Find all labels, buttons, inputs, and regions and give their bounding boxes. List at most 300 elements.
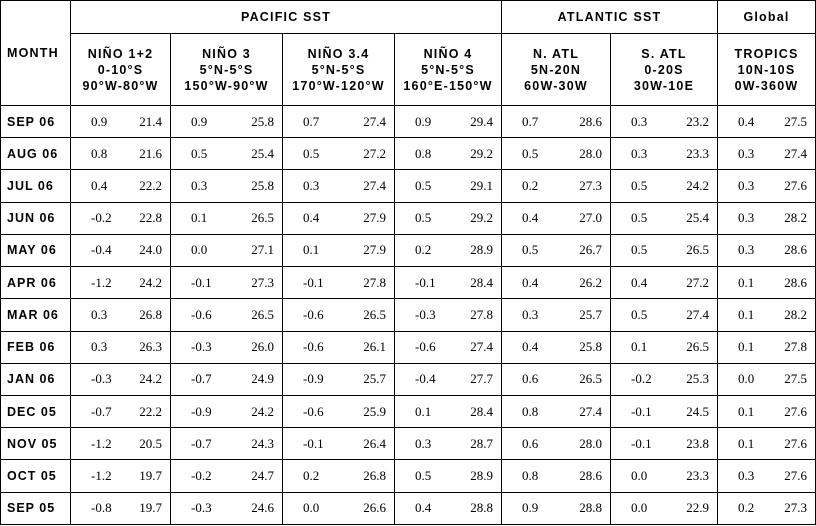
anomaly-value: 0.1 <box>415 403 432 419</box>
anomaly-value: -0.1 <box>631 403 652 419</box>
anomaly-value: 0.1 <box>738 306 755 322</box>
value-cell <box>283 106 395 138</box>
temperature-value: 26.8 <box>363 468 386 484</box>
anomaly-value: 0.4 <box>631 274 648 290</box>
anomaly-value: -0.3 <box>191 339 212 355</box>
value-cell <box>718 138 816 170</box>
anomaly-value: -0.3 <box>415 306 436 322</box>
anomaly-value: 0.8 <box>91 145 108 161</box>
value-cell <box>171 363 283 395</box>
temperature-value: 26.5 <box>363 306 386 322</box>
temperature-value: 28.2 <box>784 210 807 226</box>
anomaly-value: 0.0 <box>631 500 648 516</box>
value-cell <box>502 299 611 331</box>
temperature-value: 28.4 <box>470 403 493 419</box>
value-cell <box>171 460 283 492</box>
anomaly-value: -0.6 <box>303 403 324 419</box>
temperature-value: 23.8 <box>686 435 709 451</box>
anomaly-value: 0.3 <box>303 178 320 194</box>
region-name: NIÑO 3 <box>202 46 251 61</box>
temperature-value: 27.5 <box>784 371 807 387</box>
value-cell <box>395 363 502 395</box>
anomaly-value: -0.2 <box>91 210 112 226</box>
temperature-value: 29.2 <box>470 210 493 226</box>
table-row <box>1 267 816 299</box>
value-cell <box>71 395 171 427</box>
temperature-value: 27.4 <box>579 403 602 419</box>
temperature-value: 27.6 <box>784 435 807 451</box>
value-cell <box>283 267 395 299</box>
temperature-value: 21.4 <box>139 113 162 129</box>
temperature-value: 22.9 <box>686 500 709 516</box>
table-row <box>1 363 816 395</box>
temperature-value: 25.9 <box>363 403 386 419</box>
anomaly-value: -0.2 <box>631 371 652 387</box>
temperature-value: 25.3 <box>686 371 709 387</box>
table-row <box>1 202 816 234</box>
temperature-value: 27.9 <box>363 210 386 226</box>
region-lat: 5°N-5°S <box>199 62 254 77</box>
anomaly-value: 0.4 <box>738 113 755 129</box>
value-cell <box>611 331 718 363</box>
temperature-value: 28.8 <box>470 500 493 516</box>
group-header-pacific: PACIFIC SST <box>71 1 502 34</box>
table-row <box>1 331 816 363</box>
temperature-value: 23.2 <box>686 113 709 129</box>
temperature-value: 25.7 <box>579 306 602 322</box>
value-cell <box>395 428 502 460</box>
temperature-value: 26.5 <box>251 306 274 322</box>
anomaly-value: -0.6 <box>303 339 324 355</box>
anomaly-value: 0.1 <box>738 403 755 419</box>
value-cell <box>71 299 171 331</box>
value-cell <box>283 460 395 492</box>
month-cell: JAN 06 <box>1 363 71 395</box>
temperature-value: 27.3 <box>784 500 807 516</box>
value-cell <box>71 138 171 170</box>
anomaly-value: -0.9 <box>303 371 324 387</box>
region-name: NIÑO 3.4 <box>307 46 370 61</box>
anomaly-value: 0.5 <box>415 210 432 226</box>
value-cell <box>611 106 718 138</box>
value-cell <box>502 492 611 524</box>
value-cell <box>502 363 611 395</box>
value-cell <box>171 202 283 234</box>
value-cell <box>395 492 502 524</box>
group-header-global: Global <box>718 1 816 34</box>
value-cell <box>171 234 283 266</box>
anomaly-value: 0.3 <box>631 145 648 161</box>
anomaly-value: 0.7 <box>303 113 320 129</box>
temperature-value: 27.2 <box>686 274 709 290</box>
value-cell <box>283 138 395 170</box>
value-cell <box>283 331 395 363</box>
anomaly-value: 0.8 <box>522 403 539 419</box>
temperature-value: 28.6 <box>579 113 602 129</box>
month-cell: MAR 06 <box>1 299 71 331</box>
month-cell: NOV 05 <box>1 428 71 460</box>
value-cell <box>71 170 171 202</box>
anomaly-value: 0.3 <box>91 306 108 322</box>
anomaly-value: 0.5 <box>191 145 208 161</box>
region-name: TROPICS <box>734 46 799 61</box>
temperature-value: 24.2 <box>139 371 162 387</box>
anomaly-value: -0.2 <box>191 468 212 484</box>
anomaly-value: -0.1 <box>631 435 652 451</box>
temperature-value: 27.4 <box>686 306 709 322</box>
month-cell: OCT 05 <box>1 460 71 492</box>
value-cell <box>718 460 816 492</box>
table-row <box>1 299 816 331</box>
temperature-value: 26.5 <box>686 242 709 258</box>
temperature-value: 27.1 <box>251 242 274 258</box>
value-cell <box>71 202 171 234</box>
anomaly-value: -0.6 <box>415 339 436 355</box>
anomaly-value: 0.3 <box>91 339 108 355</box>
temperature-value: 24.2 <box>251 403 274 419</box>
anomaly-value: 0.4 <box>303 210 320 226</box>
value-cell <box>718 428 816 460</box>
temperature-value: 27.5 <box>784 113 807 129</box>
anomaly-value: 0.6 <box>522 435 539 451</box>
temperature-value: 29.4 <box>470 113 493 129</box>
group-header-atlantic: ATLANTIC SST <box>502 1 718 34</box>
temperature-value: 25.4 <box>251 145 274 161</box>
anomaly-value: 0.4 <box>522 274 539 290</box>
anomaly-value: 0.1 <box>303 242 320 258</box>
value-cell <box>283 234 395 266</box>
anomaly-value: 0.9 <box>522 500 539 516</box>
value-cell <box>71 106 171 138</box>
temperature-value: 26.5 <box>686 339 709 355</box>
temperature-value: 23.3 <box>686 468 709 484</box>
anomaly-value: 0.0 <box>191 242 208 258</box>
month-cell: JUL 06 <box>1 170 71 202</box>
value-cell <box>611 299 718 331</box>
anomaly-value: -0.1 <box>191 274 212 290</box>
temperature-value: 26.7 <box>579 242 602 258</box>
temperature-value: 25.4 <box>686 210 709 226</box>
temperature-value: 28.0 <box>579 145 602 161</box>
value-cell <box>502 202 611 234</box>
anomaly-value: 0.0 <box>631 468 648 484</box>
month-cell: JUN 06 <box>1 202 71 234</box>
value-cell <box>502 106 611 138</box>
anomaly-value: 0.5 <box>415 468 432 484</box>
value-cell <box>283 299 395 331</box>
value-cell <box>395 395 502 427</box>
anomaly-value: 0.5 <box>631 242 648 258</box>
value-cell <box>502 428 611 460</box>
region-lon: 60W-30W <box>524 78 588 93</box>
temperature-value: 27.3 <box>251 274 274 290</box>
value-cell <box>395 331 502 363</box>
group-header-row <box>1 1 816 34</box>
temperature-value: 27.8 <box>363 274 386 290</box>
anomaly-value: 0.5 <box>522 145 539 161</box>
temperature-value: 26.8 <box>139 306 162 322</box>
temperature-value: 24.0 <box>139 242 162 258</box>
value-cell <box>611 428 718 460</box>
temperature-value: 27.3 <box>579 178 602 194</box>
region-header <box>611 34 718 106</box>
value-cell <box>395 138 502 170</box>
temperature-value: 24.7 <box>251 468 274 484</box>
anomaly-value: 0.3 <box>738 242 755 258</box>
anomaly-value: 0.3 <box>738 145 755 161</box>
region-header <box>718 34 816 106</box>
anomaly-value: 0.5 <box>631 178 648 194</box>
value-cell <box>171 299 283 331</box>
anomaly-value: 0.8 <box>415 145 432 161</box>
table-row <box>1 428 816 460</box>
temperature-value: 27.6 <box>784 178 807 194</box>
value-cell <box>718 395 816 427</box>
value-cell <box>171 138 283 170</box>
value-cell <box>502 267 611 299</box>
value-cell <box>395 460 502 492</box>
value-cell <box>611 234 718 266</box>
anomaly-value: 0.5 <box>522 242 539 258</box>
temperature-value: 26.2 <box>579 274 602 290</box>
value-cell <box>395 170 502 202</box>
temperature-value: 27.4 <box>363 113 386 129</box>
temperature-value: 27.4 <box>363 178 386 194</box>
anomaly-value: 0.5 <box>631 210 648 226</box>
anomaly-value: 0.5 <box>415 178 432 194</box>
anomaly-value: -1.2 <box>91 274 112 290</box>
temperature-value: 26.1 <box>363 339 386 355</box>
temperature-value: 26.4 <box>363 435 386 451</box>
region-lon: 0W-360W <box>734 78 799 93</box>
table-row <box>1 460 816 492</box>
anomaly-value: 0.2 <box>522 178 539 194</box>
anomaly-value: -0.8 <box>91 500 112 516</box>
value-cell <box>171 267 283 299</box>
table-row <box>1 234 816 266</box>
anomaly-value: 0.6 <box>522 371 539 387</box>
temperature-value: 27.7 <box>470 371 493 387</box>
anomaly-value: -1.2 <box>91 435 112 451</box>
month-cell: SEP 05 <box>1 492 71 524</box>
value-cell <box>611 460 718 492</box>
region-name: S. ATL <box>641 46 687 61</box>
value-cell <box>395 299 502 331</box>
anomaly-value: 0.5 <box>631 306 648 322</box>
region-lat: 5N-20N <box>530 62 582 77</box>
anomaly-value: 0.3 <box>415 435 432 451</box>
region-lat: 0-10°S <box>97 62 144 77</box>
value-cell <box>71 267 171 299</box>
temperature-value: 28.9 <box>470 242 493 258</box>
anomaly-value: 0.9 <box>191 113 208 129</box>
temperature-value: 28.9 <box>470 468 493 484</box>
anomaly-value: 0.7 <box>522 113 539 129</box>
table-row <box>1 138 816 170</box>
value-cell <box>171 428 283 460</box>
temperature-value: 27.0 <box>579 210 602 226</box>
anomaly-value: -0.7 <box>191 371 212 387</box>
region-header <box>171 34 283 106</box>
anomaly-value: 0.2 <box>415 242 432 258</box>
value-cell <box>283 202 395 234</box>
temperature-value: 28.6 <box>579 468 602 484</box>
temperature-value: 25.7 <box>363 371 386 387</box>
region-header <box>71 34 171 106</box>
month-cell: AUG 06 <box>1 138 71 170</box>
temperature-value: 25.8 <box>251 113 274 129</box>
anomaly-value: 0.4 <box>415 500 432 516</box>
month-column-header: MONTH <box>1 1 71 106</box>
table-row <box>1 395 816 427</box>
table-body <box>1 106 816 525</box>
anomaly-value: -0.1 <box>303 274 324 290</box>
region-header-row <box>1 34 816 106</box>
anomaly-value: 0.3 <box>191 178 208 194</box>
table-row <box>1 106 816 138</box>
anomaly-value: 0.5 <box>303 145 320 161</box>
value-cell <box>611 492 718 524</box>
value-cell <box>171 492 283 524</box>
temperature-value: 22.2 <box>139 403 162 419</box>
value-cell <box>171 331 283 363</box>
anomaly-value: 0.3 <box>631 113 648 129</box>
value-cell <box>718 492 816 524</box>
value-cell <box>718 202 816 234</box>
month-cell: APR 06 <box>1 267 71 299</box>
temperature-value: 24.6 <box>251 500 274 516</box>
table-row <box>1 492 816 524</box>
temperature-value: 21.6 <box>139 145 162 161</box>
value-cell <box>395 202 502 234</box>
month-cell: MAY 06 <box>1 234 71 266</box>
month-cell: FEB 06 <box>1 331 71 363</box>
temperature-value: 28.6 <box>784 242 807 258</box>
anomaly-value: -1.2 <box>91 468 112 484</box>
region-lon: 90°W-80°W <box>82 78 159 93</box>
value-cell <box>71 460 171 492</box>
temperature-value: 27.2 <box>363 145 386 161</box>
value-cell <box>283 363 395 395</box>
value-cell <box>502 234 611 266</box>
region-lon: 150°W-90°W <box>184 78 269 93</box>
value-cell <box>283 170 395 202</box>
temperature-value: 24.9 <box>251 371 274 387</box>
anomaly-value: -0.3 <box>91 371 112 387</box>
value-cell <box>718 267 816 299</box>
region-lat: 5°N-5°S <box>421 62 475 77</box>
anomaly-value: 0.1 <box>738 339 755 355</box>
value-cell <box>283 395 395 427</box>
temperature-value: 27.8 <box>470 306 493 322</box>
temperature-value: 24.2 <box>686 178 709 194</box>
temperature-value: 29.1 <box>470 178 493 194</box>
anomaly-value: 0.1 <box>738 435 755 451</box>
anomaly-value: 0.4 <box>522 339 539 355</box>
temperature-value: 27.8 <box>784 339 807 355</box>
region-lat: 5°N-5°S <box>311 62 366 77</box>
region-header <box>283 34 395 106</box>
value-cell <box>611 202 718 234</box>
temperature-value: 27.6 <box>784 403 807 419</box>
region-lon: 160°E-150°W <box>403 78 493 93</box>
anomaly-value: 0.8 <box>522 468 539 484</box>
value-cell <box>171 395 283 427</box>
month-cell: SEP 06 <box>1 106 71 138</box>
region-header <box>502 34 611 106</box>
value-cell <box>611 170 718 202</box>
temperature-value: 26.0 <box>251 339 274 355</box>
temperature-value: 25.8 <box>579 339 602 355</box>
temperature-value: 22.2 <box>139 178 162 194</box>
temperature-value: 20.5 <box>139 435 162 451</box>
value-cell <box>71 492 171 524</box>
region-lat: 0-20S <box>644 62 684 77</box>
anomaly-value: -0.7 <box>91 403 112 419</box>
value-cell <box>71 428 171 460</box>
anomaly-value: 0.3 <box>738 178 755 194</box>
temperature-value: 27.6 <box>784 468 807 484</box>
anomaly-value: -0.6 <box>191 306 212 322</box>
anomaly-value: -0.1 <box>303 435 324 451</box>
temperature-value: 19.7 <box>139 468 162 484</box>
region-header <box>395 34 502 106</box>
anomaly-value: -0.9 <box>191 403 212 419</box>
anomaly-value: -0.1 <box>415 274 436 290</box>
anomaly-value: 0.1 <box>191 210 208 226</box>
temperature-value: 28.6 <box>784 274 807 290</box>
temperature-value: 28.8 <box>579 500 602 516</box>
value-cell <box>395 267 502 299</box>
temperature-value: 26.3 <box>139 339 162 355</box>
value-cell <box>718 170 816 202</box>
value-cell <box>395 106 502 138</box>
value-cell <box>502 170 611 202</box>
value-cell <box>171 170 283 202</box>
anomaly-value: 0.3 <box>522 306 539 322</box>
temperature-value: 27.4 <box>470 339 493 355</box>
temperature-value: 26.5 <box>251 210 274 226</box>
region-lat: 10N-10S <box>737 62 796 77</box>
value-cell <box>71 331 171 363</box>
anomaly-value: -0.3 <box>191 500 212 516</box>
temperature-value: 22.8 <box>139 210 162 226</box>
value-cell <box>171 106 283 138</box>
temperature-value: 28.4 <box>470 274 493 290</box>
value-cell <box>71 363 171 395</box>
temperature-value: 26.5 <box>579 371 602 387</box>
value-cell <box>611 138 718 170</box>
region-name: NIÑO 4 <box>423 46 473 61</box>
table-row <box>1 170 816 202</box>
temperature-value: 28.2 <box>784 306 807 322</box>
anomaly-value: 0.9 <box>415 113 432 129</box>
value-cell <box>718 331 816 363</box>
anomaly-value: -0.7 <box>191 435 212 451</box>
month-cell: DEC 05 <box>1 395 71 427</box>
value-cell <box>502 395 611 427</box>
anomaly-value: 0.4 <box>522 210 539 226</box>
value-cell <box>718 106 816 138</box>
value-cell <box>718 363 816 395</box>
value-cell <box>395 234 502 266</box>
temperature-value: 26.6 <box>363 500 386 516</box>
anomaly-value: -0.4 <box>91 242 112 258</box>
temperature-value: 19.7 <box>139 500 162 516</box>
anomaly-value: 0.0 <box>303 500 320 516</box>
value-cell <box>283 492 395 524</box>
temperature-value: 24.3 <box>251 435 274 451</box>
